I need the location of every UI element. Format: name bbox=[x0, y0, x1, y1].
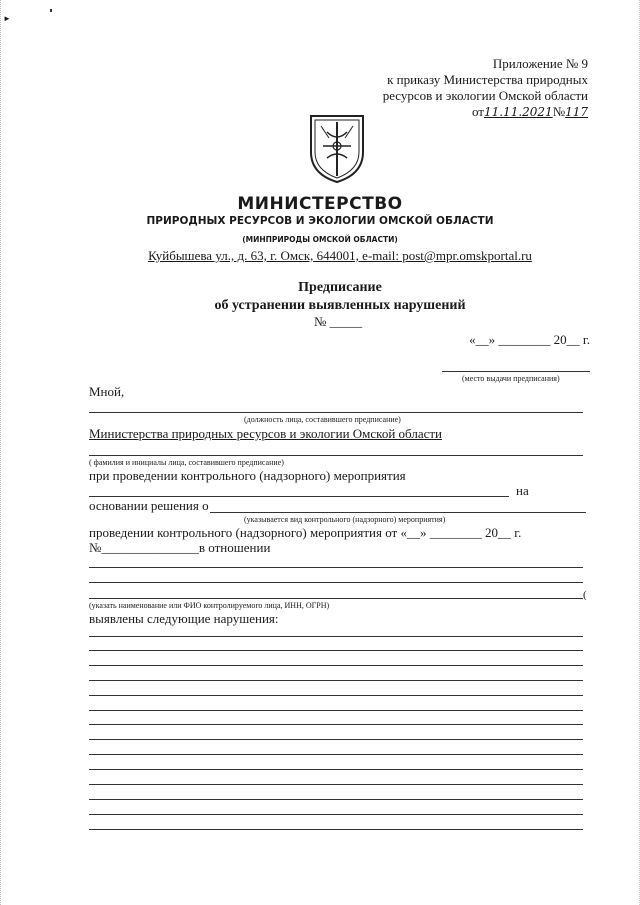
fio-caption: ( фамилия и инициалы лица, составившего предписание) bbox=[89, 458, 284, 467]
violations-label: выявлены следующие нарушения: bbox=[89, 611, 279, 626]
position-caption: (должность лица, составившего предписание) bbox=[244, 415, 401, 424]
ministry-address: Куйбышева ул., д. 63, г. Омск, 644001, e-mail: post@mpr.omskportal.ru bbox=[148, 248, 532, 263]
during-event-text: при проведении контрольного (надзорного) мероприятия bbox=[89, 468, 406, 483]
fio-line bbox=[89, 455, 583, 456]
controlled-line-3 bbox=[89, 598, 583, 599]
controlled-line-1 bbox=[89, 567, 583, 568]
place-caption: (место выдачи предписания) bbox=[462, 374, 560, 383]
dot-mark bbox=[50, 9, 52, 12]
appendix-ministry-line: ресурсов и экологии Омской области bbox=[382, 88, 588, 103]
event-date-text: проведении контрольного (надзорного) мероприятия от «__» ________ 20__ г. bbox=[89, 525, 522, 540]
violation-line bbox=[89, 710, 583, 711]
number-regarding-text: №_______________в отношении bbox=[89, 540, 271, 555]
controlled-caption: (указать наименование или ФИО контролируемого лица, ИНН, ОГРН) bbox=[89, 601, 330, 610]
violation-line bbox=[89, 799, 583, 800]
basis-label: основании решения о bbox=[89, 498, 209, 513]
violation-line bbox=[89, 829, 583, 830]
event-line bbox=[89, 496, 509, 497]
controlled-line-2 bbox=[89, 582, 583, 583]
right-edge-marks bbox=[635, 0, 640, 905]
violation-line bbox=[89, 665, 583, 666]
violation-line bbox=[89, 784, 583, 785]
handwritten-number: 117 bbox=[565, 105, 588, 119]
violation-line bbox=[89, 814, 583, 815]
ministry-short-name: (МИНПРИРОДЫ ОМСКОЙ ОБЛАСТИ) bbox=[242, 235, 398, 244]
ministry-full-name: ПРИРОДНЫХ РЕСУРСОВ И ЭКОЛОГИИ ОМСКОЙ ОБЛАСТИ bbox=[146, 215, 494, 227]
violation-line bbox=[89, 754, 583, 755]
handwritten-date: 11.11.2021 bbox=[483, 105, 553, 119]
appendix-date-number: от11.11.2021№117 bbox=[471, 104, 588, 119]
controlled-paren: ( bbox=[583, 589, 587, 601]
position-line bbox=[89, 412, 583, 413]
basis-line bbox=[210, 512, 586, 513]
document-subtitle: об устранении выявленных нарушений bbox=[214, 298, 466, 313]
violation-line bbox=[89, 739, 583, 740]
corner-mark: ► bbox=[3, 14, 11, 23]
document-title: Предписание bbox=[298, 280, 382, 295]
appendix-number: Приложение № 9 bbox=[492, 56, 588, 71]
na-label: на bbox=[516, 483, 529, 498]
coat-of-arms-emblem bbox=[305, 112, 369, 184]
violation-line bbox=[89, 636, 583, 637]
violation-line bbox=[89, 695, 583, 696]
left-edge-marks bbox=[0, 0, 7, 905]
appendix-block bbox=[383, 56, 588, 120]
violation-line bbox=[89, 724, 583, 725]
violation-line bbox=[89, 680, 583, 681]
place-line bbox=[442, 371, 590, 372]
violation-line bbox=[89, 769, 583, 770]
issue-date-line: «__» ________ 20__ г. bbox=[469, 332, 590, 347]
organization-name: Министерства природных ресурсов и экологии Омской области bbox=[89, 426, 442, 441]
ministry-title: МИНИСТЕРСТВО bbox=[237, 194, 403, 214]
document-number: № _____ bbox=[314, 314, 363, 329]
basis-caption: (указывается вид контрольного (надзорного) мероприятия) bbox=[244, 515, 446, 524]
mnoy-label: Мной, bbox=[89, 384, 125, 399]
appendix-order-line: к приказу Министерства природных bbox=[387, 72, 588, 87]
violation-line bbox=[89, 650, 583, 651]
